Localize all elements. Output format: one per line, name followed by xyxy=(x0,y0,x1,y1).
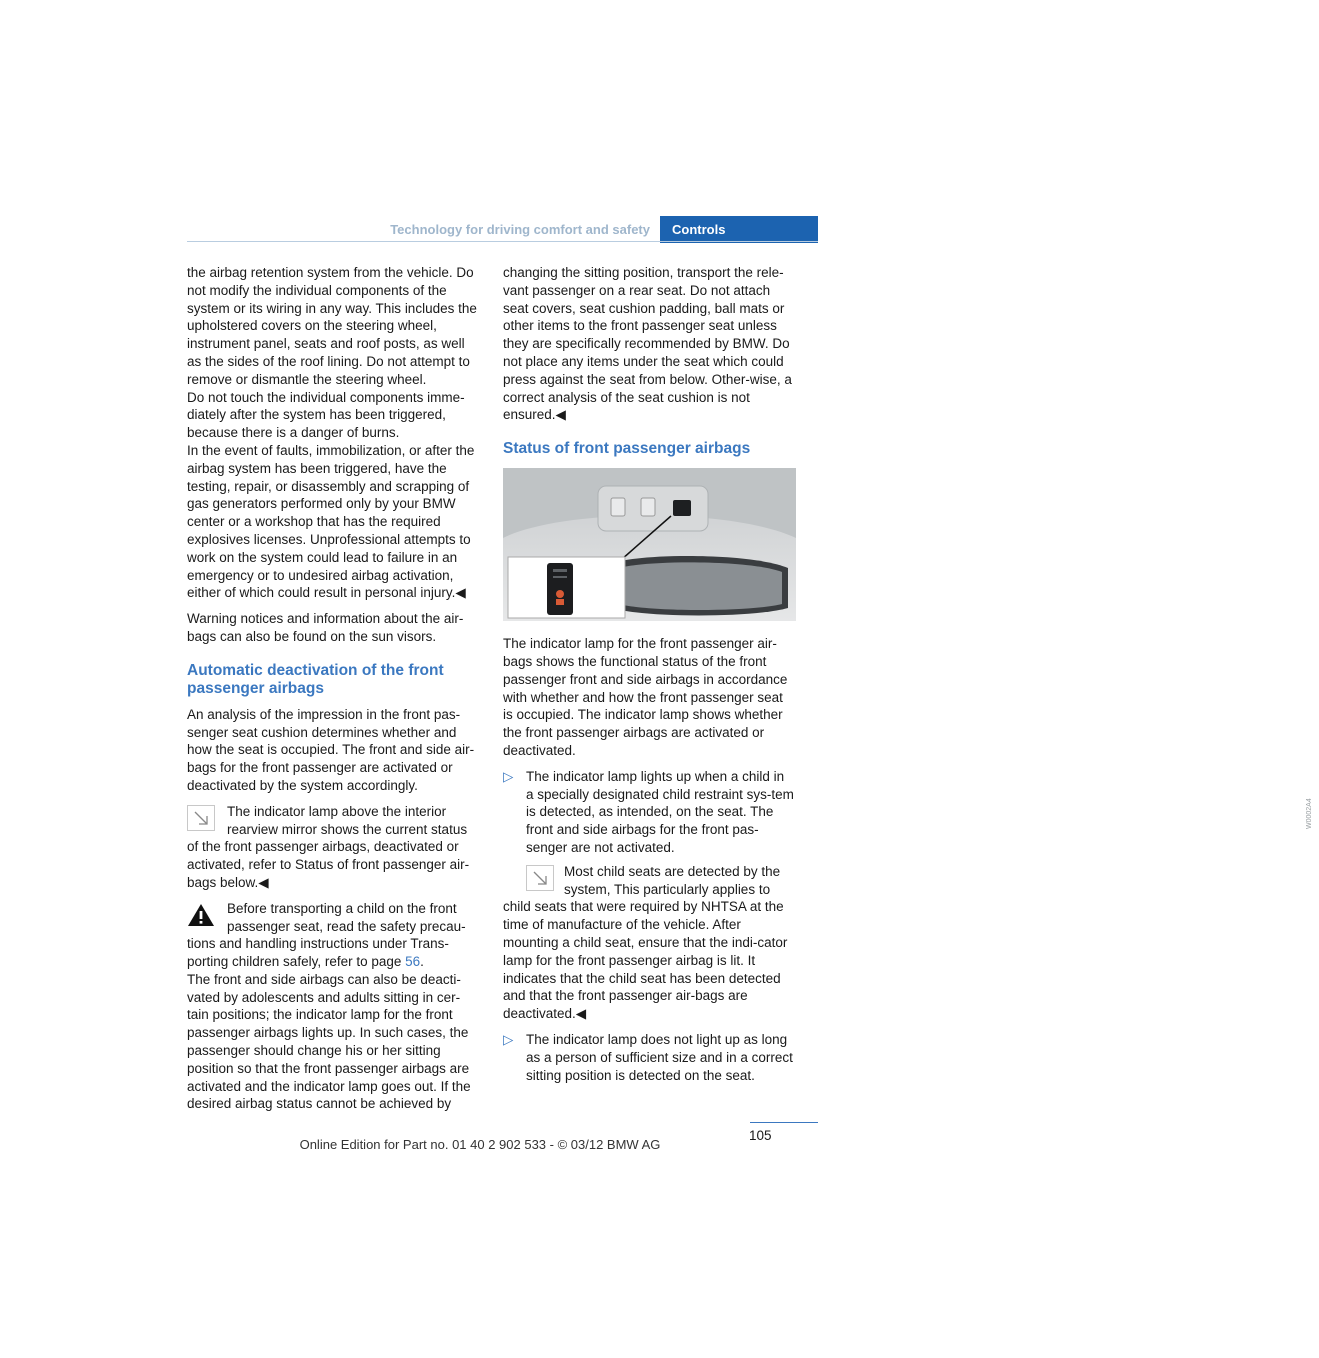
warning-text-end: . xyxy=(420,954,424,970)
bullet-marker: ▷ xyxy=(503,768,514,784)
paragraph: Do not touch the individual components imme-diately after the system has been triggered, because there is a danger of burns. xyxy=(187,389,465,441)
list-item xyxy=(503,1031,795,1084)
running-header-section: Technology for driving comfort and safety xyxy=(390,222,650,237)
note-block xyxy=(503,863,795,1023)
figure-code: W0002A4 xyxy=(1306,798,1313,829)
chapter-tab: Controls xyxy=(660,216,818,243)
bullet-marker: ▷ xyxy=(503,1031,514,1047)
warning-text-first: Before transporting a child on the front passenger seat, read the safety precau- xyxy=(227,900,466,934)
paragraph: An analysis of the impression in the front pas-senger seat cushion determines whether and how the seat is occupied. The front and side air-bags for the front passenger are activated or deactivated by the system accordingly. xyxy=(187,706,475,793)
page-number: 105 xyxy=(749,1128,772,1143)
right-column xyxy=(503,264,1313,1092)
note-text-first: The indicator lamp above the interior rearview mirror shows the current status xyxy=(227,803,468,837)
page-link-56[interactable]: 56 xyxy=(405,954,421,970)
note-block xyxy=(187,803,479,892)
bullet-text: The indicator lamp does not light up as long as a person of sufficient size and in a correct sitting position is detected on the seat. xyxy=(526,1031,793,1083)
header-rule xyxy=(187,241,818,242)
bullet-text: The indicator lamp lights up when a child in a specially designated child restraint sys-tem is detected, as intended, on the seat. The front and side airbags for the front pas-senger are not activated. xyxy=(526,768,794,855)
warning-triangle-icon xyxy=(187,902,215,928)
paragraph: The indicator lamp for the front passenger air-bags shows the functional status of the front passenger front and side airbags in accordance with whether and how the front passenger seat is occupied. The indicator lamp shows whether the front passenger airbags are activated or deactivated. xyxy=(503,636,788,758)
note-text-first: Most child seats are detected by the system, This particularly applies to xyxy=(564,863,781,897)
paragraph: changing the sitting position, transport the rele-vant passenger on a rear seat. Do not attach seat covers, seat cushion padding, ball mats or other items to the front passenger seat unless they are specifically recommended by BMW. Do not place any items under the seat which could press against the seat from below. Other-wise, a correct analysis of the seat cushion is not ensured.◀ xyxy=(503,265,792,423)
note-arrow-icon xyxy=(526,865,554,891)
section-heading-automatic-deactivation: Automatic deactivation of the front passenger airbags xyxy=(187,661,444,697)
note-text-rest: of the front passenger airbags, deactivated or activated, refer to Status of front passenger air-bags below.◀ xyxy=(187,839,470,890)
paragraph: Warning notices and information about the air-bags can also be found on the sun visors. xyxy=(187,611,464,644)
paragraph: the airbag retention system from the vehicle. Do not modify the individual components of the system or its wiring in any way. This includes the upholstered covers on the steering wheel, instrument panel, seats and roof posts, as well as the sides of the roof lining. Do not attempt to remove or dismantle the steering wheel. xyxy=(187,265,477,387)
paragraph: The front and side airbags can also be deacti-vated by adolescents and adults sitting in cer-tain positions; the indicator lamp for the front passenger airbags lights up. In such cases, the passenger should change his or her sitting position so that the front passenger airbags are activated and the indicator lamp goes out. If the desired airbag status cannot be achieved by xyxy=(187,971,471,1112)
figure-indicator-lamp xyxy=(503,468,796,621)
section-heading-status-airbags: Status of front passenger airbags xyxy=(503,440,751,458)
warning-text-rest: tions and handling instructions under Trans-porting children safely, refer to page xyxy=(187,936,449,970)
list-item xyxy=(503,768,795,1023)
edition-footer: Online Edition for Part no. 01 40 2 902 533 - © 03/12 BMW AG xyxy=(299,1137,661,1152)
warning-block xyxy=(187,900,479,971)
left-column xyxy=(187,264,479,1121)
footer-rule xyxy=(750,1122,818,1123)
note-arrow-icon xyxy=(187,805,215,831)
note-text-rest: child seats that were required by NHTSA at the time of manufacture of the vehicle. After mounting a child seat, ensure that the indi-cator lamp for the front passenger airbag is lit. It indicates that the child seat has been detected and that the front passenger air-bags are deactivated.◀ xyxy=(503,899,788,1022)
paragraph: In the event of faults, immobilization, or after the airbag system has been triggered, have the testing, repair, or disassembly and scrapping of gas generators performed only by your BMW center or a workshop that has the required explosives licenses. Unprofessional attempts to work on the system could lead to failure in an emergency or to undesired airbag activation, either of which could result in personal injury.◀ xyxy=(187,442,475,601)
